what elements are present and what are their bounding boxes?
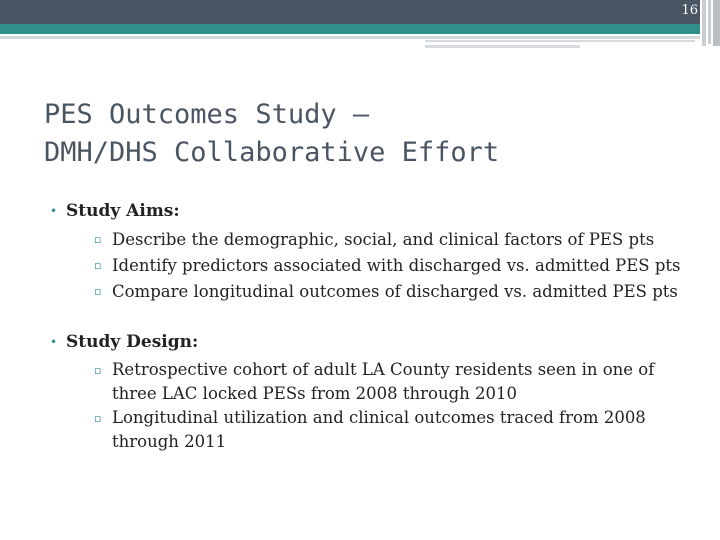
sub-bullet-text: Describe the demographic, social, and clinical factors of PES pts — [112, 230, 655, 249]
side-decoration — [702, 0, 706, 46]
sub-bullet — [66, 253, 704, 279]
bullet-heading: Study Design: — [66, 332, 199, 352]
bullet-dot-icon: • — [50, 204, 58, 218]
sub-bullet-text: through 2011 — [112, 432, 227, 451]
sub-bullet-list — [66, 227, 704, 305]
bullet-heading: Study Aims: — [66, 201, 180, 221]
sub-bullet — [66, 227, 704, 253]
side-decoration — [713, 0, 720, 46]
square-bullet-icon: ▫ — [94, 233, 102, 246]
slide-content — [44, 200, 704, 454]
sub-bullet — [66, 358, 704, 406]
slide-title — [44, 96, 499, 172]
side-decoration — [708, 0, 711, 44]
title-line-1: PES Outcomes Study – — [44, 99, 370, 130]
divider-line — [425, 40, 695, 42]
sub-bullet-text: Longitudinal utilization and clinical outcomes traced from 2008 — [112, 408, 646, 427]
bullet-dot-icon: • — [50, 335, 58, 349]
sub-bullet — [66, 279, 704, 305]
sub-bullet — [66, 406, 704, 454]
sub-bullet-text: three LAC locked PESs from 2008 through 2010 — [112, 384, 518, 403]
square-bullet-icon: ▫ — [94, 285, 102, 298]
sub-bullet-text: Identify predictors associated with discharged vs. admitted PES pts — [112, 256, 681, 275]
page-number: 16 — [681, 3, 698, 18]
accent-stripe — [0, 24, 700, 34]
sub-bullet-list — [66, 358, 704, 454]
square-bullet-icon: ▫ — [94, 259, 102, 272]
bullet-study-aims — [44, 200, 704, 305]
bullet-study-design — [44, 331, 704, 454]
square-bullet-icon: ▫ — [94, 364, 102, 377]
divider-line — [0, 36, 700, 39]
divider-line — [425, 45, 580, 48]
sub-bullet-text: Compare longitudinal outcomes of discharged vs. admitted PES pts — [112, 282, 678, 301]
sub-bullet-text: Retrospective cohort of adult LA County residents seen in one of — [112, 360, 655, 379]
header-bar — [0, 0, 700, 24]
title-line-2: DMH/DHS Collaborative Effort — [44, 137, 500, 168]
square-bullet-icon: ▫ — [94, 412, 102, 425]
